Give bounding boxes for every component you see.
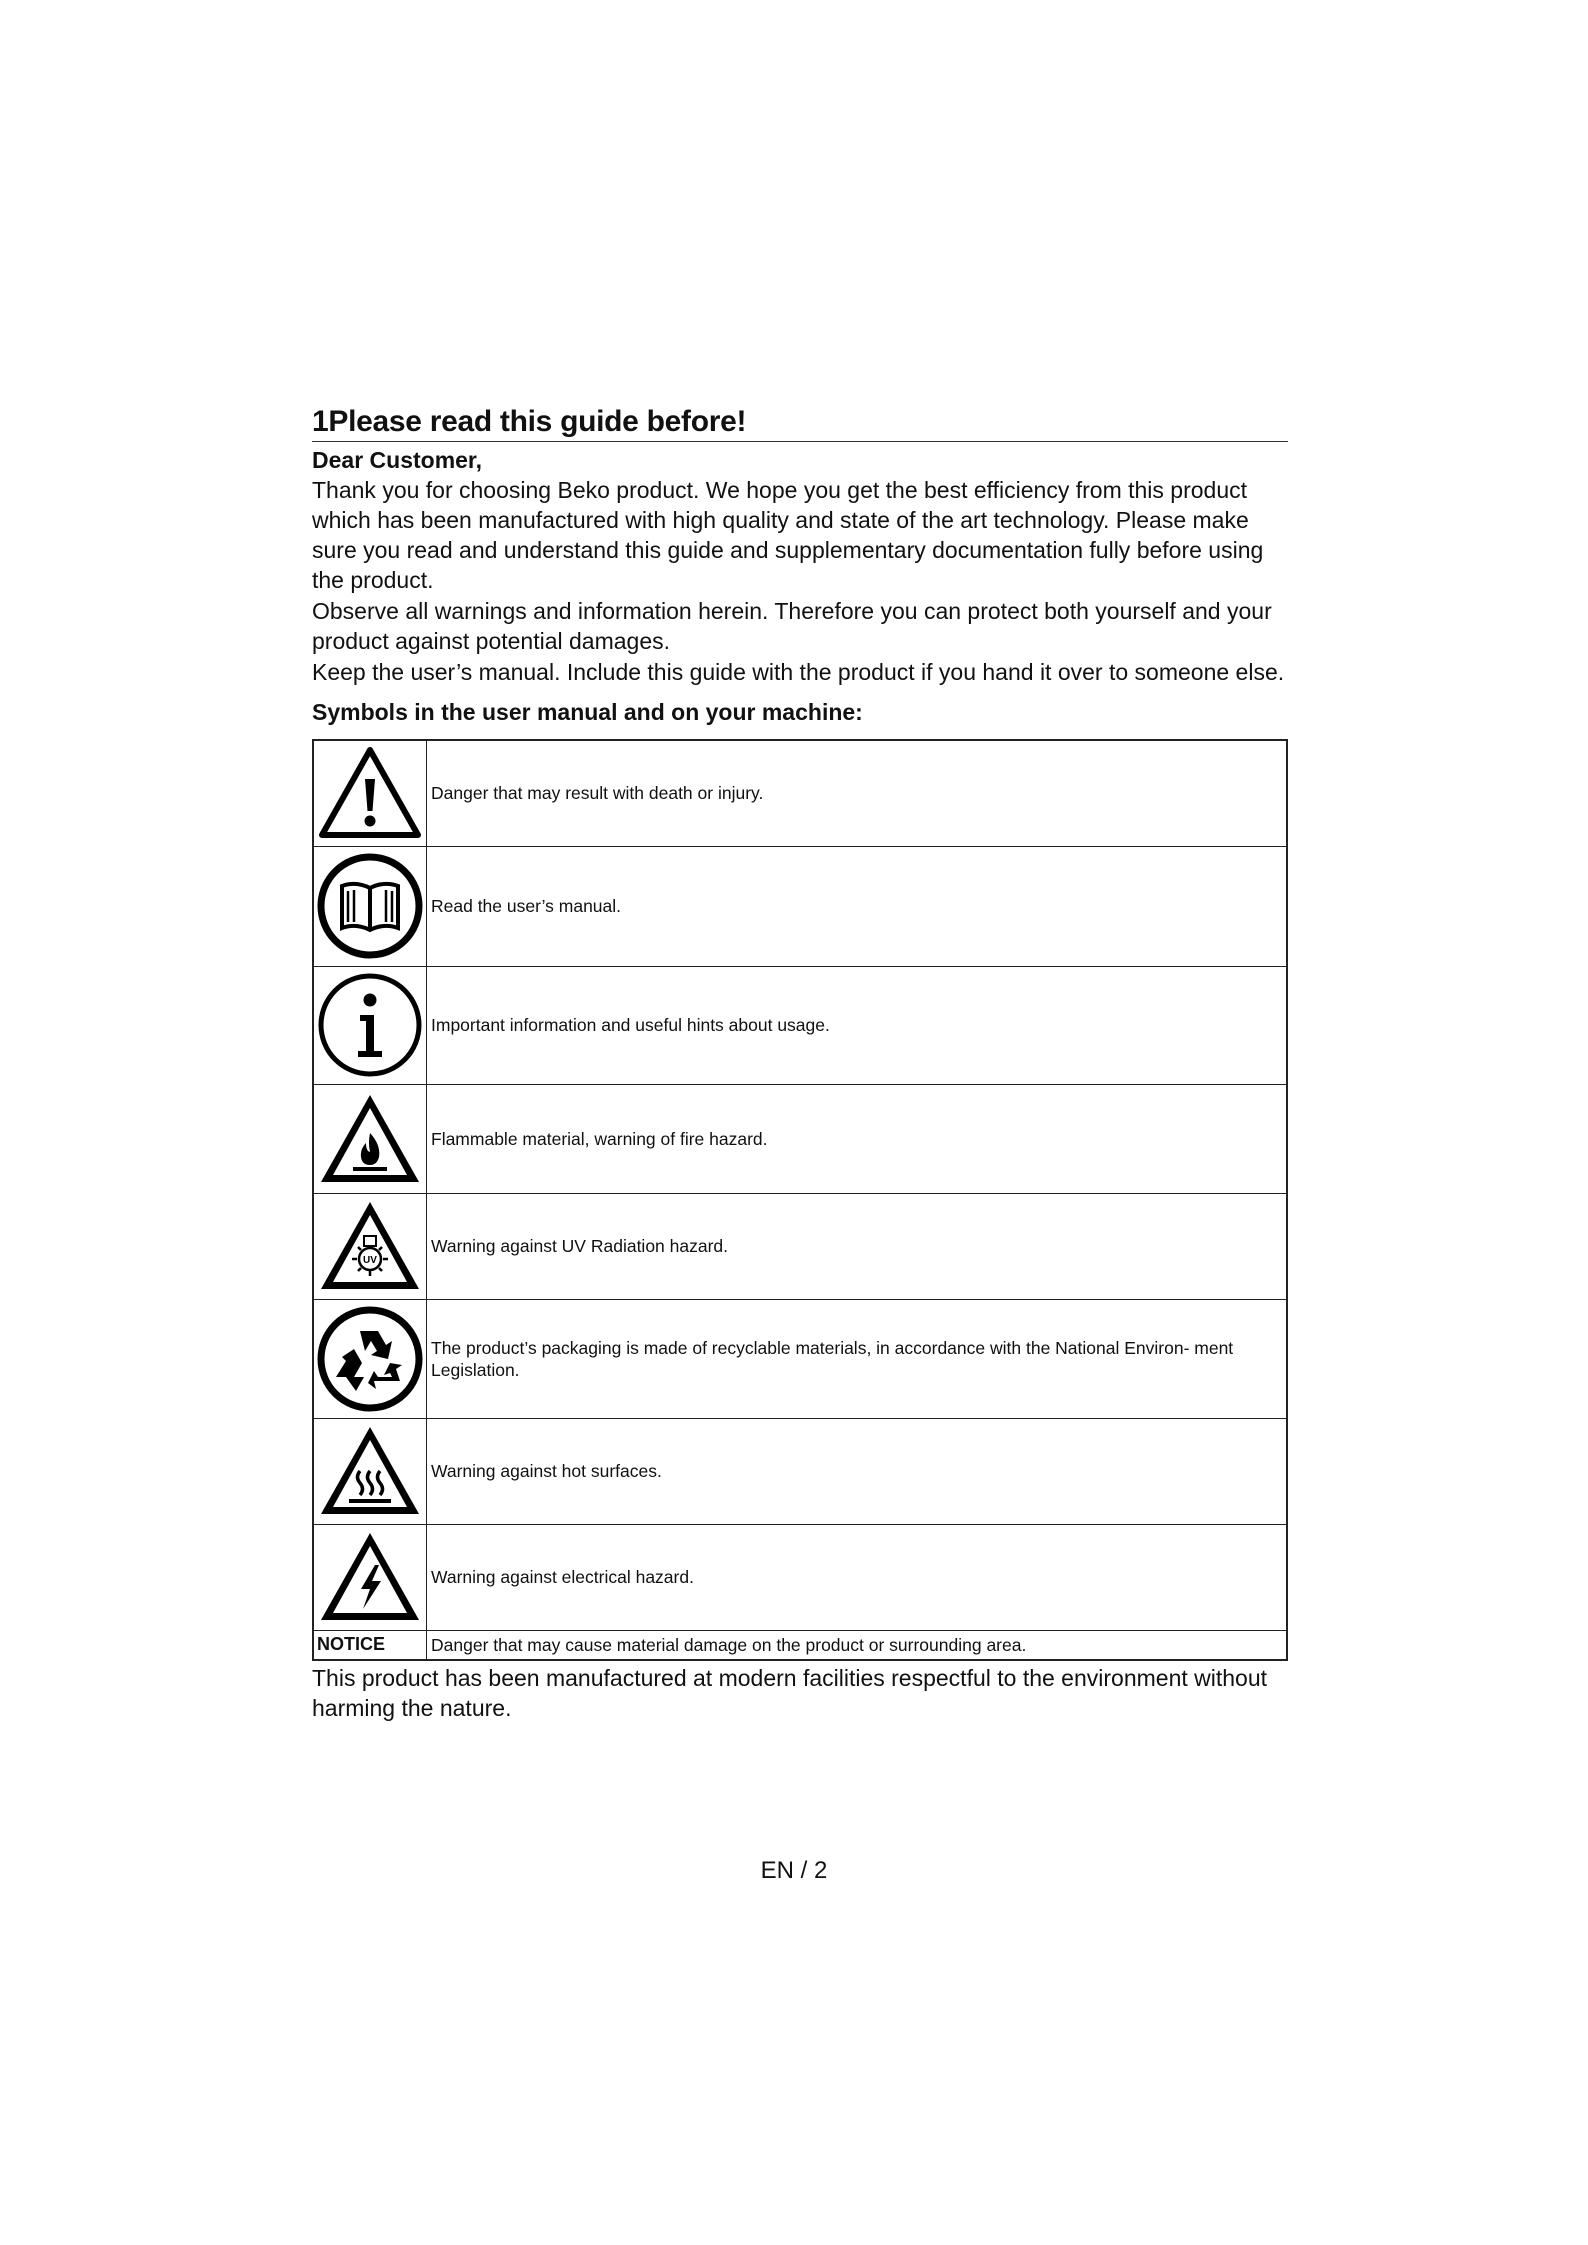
symbol-description: Flammable material, warning of fire hazard. — [427, 1084, 1288, 1193]
table-row — [313, 1193, 1287, 1299]
symbol-description: Danger that may result with death or injury. — [427, 740, 1288, 846]
table-row — [313, 740, 1287, 846]
uv-label: UV — [363, 1255, 377, 1266]
uv-radiation-icon — [317, 1198, 423, 1294]
closing-paragraph: This product has been manufactured at modern facilities respectful to the environment without harming the nature. — [312, 1665, 1268, 1721]
electrical-hazard-icon — [317, 1529, 423, 1625]
table-row — [313, 1630, 1287, 1660]
table-row — [313, 1299, 1287, 1418]
table-row — [313, 1524, 1287, 1630]
section-heading: 1Please read this guide before! — [312, 405, 1288, 442]
read-manual-icon — [316, 852, 424, 960]
notice-label: NOTICE — [313, 1630, 427, 1660]
recycle-icon — [316, 1305, 424, 1413]
table-row — [313, 1084, 1287, 1193]
symbol-description: Important information and useful hints about usage. — [427, 966, 1288, 1084]
notice-description: Danger that may cause material damage on the product or surrounding area. — [427, 1630, 1288, 1660]
table-row — [313, 966, 1287, 1084]
symbol-description: Warning against UV Radiation hazard. — [427, 1193, 1288, 1299]
warnings-paragraph: Observe all warnings and information herein. Therefore you can protect both yourself and your product against potential damages. — [312, 598, 1272, 654]
flammable-icon — [317, 1091, 423, 1187]
symbol-description: The product’s packaging is made of recyclable materials, in accordance with the National Environ- ment Legislation. — [427, 1299, 1288, 1418]
symbol-description: Read the user’s manual. — [427, 846, 1288, 966]
symbols-heading: Symbols in the user manual and on your machine: — [312, 699, 863, 725]
symbol-description: Warning against electrical hazard. — [427, 1524, 1288, 1630]
information-icon — [316, 971, 424, 1079]
symbol-description: Warning against hot surfaces. — [427, 1418, 1288, 1524]
danger-warning-icon — [317, 745, 423, 841]
intro-paragraph: Thank you for choosing Beko product. We hope you get the best efficiency from this product which has been manufactured with high quality and state of the art technology. Please make sure you read and understand this guide and supplementary documentation fully before using the product. — [312, 477, 1264, 593]
table-row — [313, 846, 1287, 966]
table-row — [313, 1418, 1287, 1524]
page-number: EN / 2 — [760, 1857, 828, 1884]
greeting: Dear Customer, — [312, 447, 483, 473]
hot-surface-icon — [317, 1423, 423, 1519]
keep-manual-paragraph: Keep the user’s manual. Include this guide with the product if you hand it over to someone else. — [312, 659, 1285, 685]
symbols-table — [312, 739, 1288, 1661]
page-content — [312, 405, 1288, 1723]
